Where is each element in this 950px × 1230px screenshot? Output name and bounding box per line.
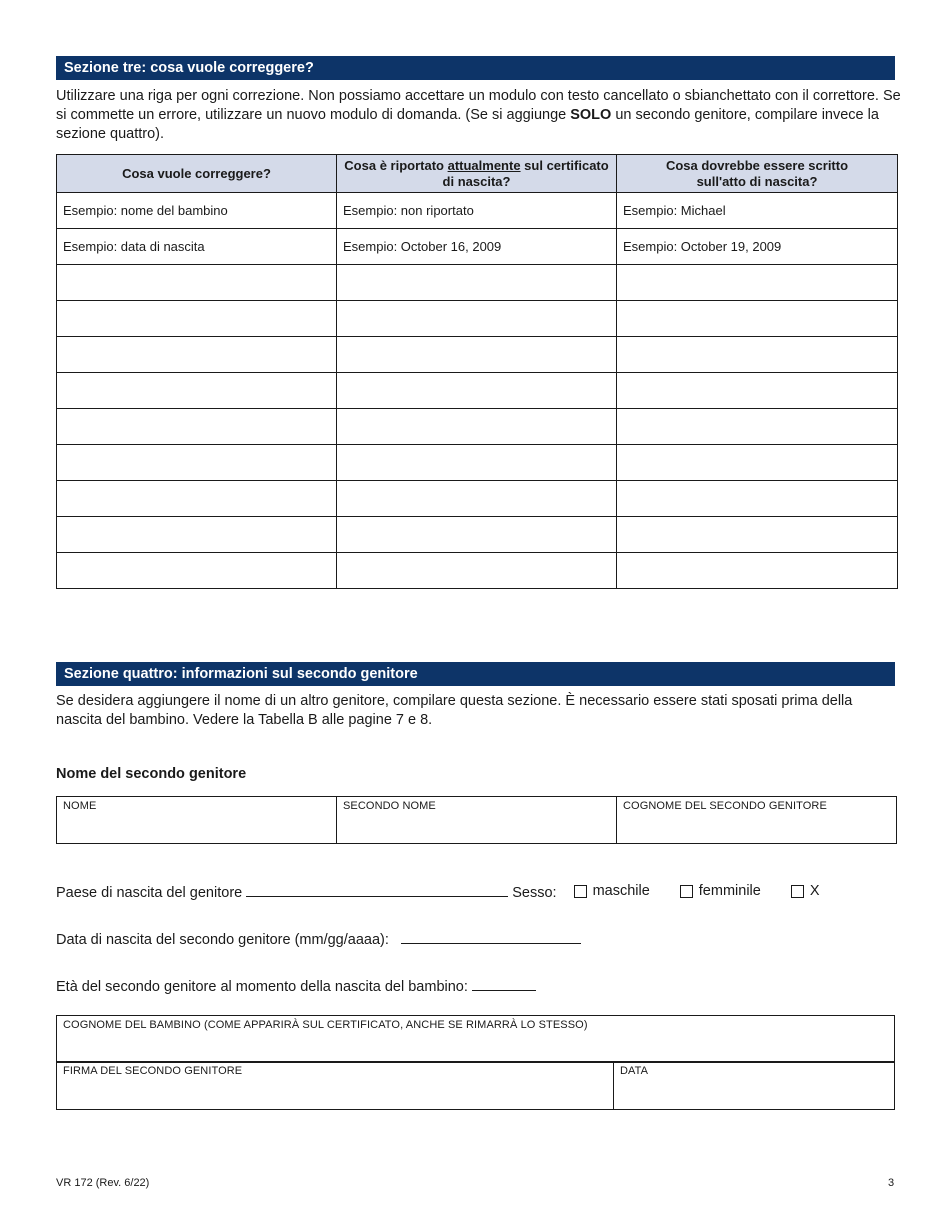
table-cell: Esempio: October 16, 2009 — [337, 229, 617, 265]
instructions-text-cont: un secondo genitore, compilare invece la sezione quattro). — [56, 107, 879, 142]
checkbox-icon[interactable] — [574, 885, 587, 898]
table-row — [57, 265, 898, 301]
table-cell[interactable] — [617, 301, 898, 337]
table-cell[interactable] — [337, 481, 617, 517]
header-current-value: Cosa è riportato attualmente sul certificato di nascita? — [337, 155, 617, 193]
table-cell[interactable] — [617, 409, 898, 445]
middle-name-label: SECONDO NOME — [343, 800, 436, 812]
date-label: DATA — [620, 1065, 649, 1077]
table-cell[interactable] — [57, 481, 337, 517]
table-cell: Esempio: Michael — [617, 193, 898, 229]
table-cell[interactable] — [57, 301, 337, 337]
dob-row — [56, 929, 585, 948]
checkbox-icon[interactable] — [791, 885, 804, 898]
table-cell[interactable] — [617, 481, 898, 517]
table-cell[interactable] — [617, 373, 898, 409]
table-cell[interactable] — [337, 409, 617, 445]
age-row — [56, 976, 540, 995]
second-parent-name-fields — [56, 796, 897, 844]
table-cell[interactable] — [57, 445, 337, 481]
section-three-title: Sezione tre: cosa vuole correggere? — [64, 60, 314, 76]
date-field[interactable] — [614, 1062, 894, 1109]
table-cell[interactable] — [337, 517, 617, 553]
table-row — [57, 445, 898, 481]
age-input[interactable] — [472, 976, 536, 991]
instructions-text: Utilizzare una riga per ogni correzione. Non possiamo accettare un modulo con testo cancellato o sbianchettato con il correttore. Se si commette un errore, utilizzare un nuovo modulo di domanda. (Se si aggiunge — [56, 88, 901, 123]
table-cell[interactable] — [57, 337, 337, 373]
child-surname-box[interactable] — [56, 1015, 895, 1063]
first-name-field[interactable] — [57, 797, 337, 843]
dob-label: Data di nascita del secondo genitore (mm/gg/aaaa): — [56, 932, 389, 948]
table-row — [57, 301, 898, 337]
header-correct-value: Cosa dovrebbe essere scritto sull'atto di nascita? — [617, 155, 898, 193]
table-cell[interactable] — [617, 553, 898, 589]
birth-country-input[interactable] — [246, 882, 508, 897]
table-cell[interactable] — [337, 301, 617, 337]
section-four-header — [56, 662, 895, 686]
table-row — [57, 373, 898, 409]
last-name-field[interactable] — [617, 797, 896, 843]
signature-date-row — [56, 1061, 895, 1110]
birth-country-sex-row — [56, 882, 820, 901]
page-number: 3 — [888, 1177, 895, 1189]
section-three-instructions — [56, 87, 901, 144]
table-cell[interactable] — [617, 337, 898, 373]
table-row — [57, 229, 898, 265]
table-cell[interactable] — [57, 517, 337, 553]
table-row — [57, 553, 898, 589]
table-cell[interactable] — [57, 265, 337, 301]
last-name-label: COGNOME DEL SECONDO GENITORE — [623, 800, 827, 812]
table-header-row — [57, 155, 898, 193]
table-cell[interactable] — [337, 553, 617, 589]
sex-option-female[interactable]: femminile — [680, 883, 761, 899]
sex-option-x[interactable]: X — [791, 883, 820, 899]
birth-country-label: Paese di nascita del genitore — [56, 885, 243, 901]
table-cell: Esempio: data di nascita — [57, 229, 337, 265]
table-cell[interactable] — [57, 373, 337, 409]
section-three-header — [56, 56, 895, 80]
signature-label: FIRMA DEL SECONDO GENITORE — [63, 1065, 243, 1077]
table-cell[interactable] — [617, 445, 898, 481]
first-name-label: NOME — [63, 800, 97, 812]
table-cell[interactable] — [337, 337, 617, 373]
table-row — [57, 337, 898, 373]
table-cell: Esempio: non riportato — [337, 193, 617, 229]
table-row — [57, 409, 898, 445]
table-cell: Esempio: nome del bambino — [57, 193, 337, 229]
table-cell[interactable] — [337, 445, 617, 481]
table-cell[interactable] — [617, 517, 898, 553]
table-row — [57, 517, 898, 553]
signature-field[interactable] — [57, 1062, 614, 1109]
checkbox-icon[interactable] — [680, 885, 693, 898]
table-cell[interactable] — [337, 265, 617, 301]
table-row — [57, 193, 898, 229]
dob-input[interactable] — [401, 929, 581, 944]
table-cell[interactable] — [337, 373, 617, 409]
section-four-title: Sezione quattro: informazioni sul secondo genitore — [64, 666, 418, 682]
child-surname-field[interactable] — [57, 1016, 894, 1062]
table-cell[interactable] — [617, 265, 898, 301]
instructions-emphasis: SOLO — [570, 107, 612, 123]
age-label: Età del secondo genitore al momento della nascita del bambino: — [56, 979, 468, 995]
form-id: VR 172 (Rev. 6/22) — [56, 1177, 150, 1189]
table-cell: Esempio: October 19, 2009 — [617, 229, 898, 265]
table-row — [57, 481, 898, 517]
section-four-instructions: Se desidera aggiungere il nome di un altro genitore, compilare questa sezione. È necessario essere stati sposati prima della nascita del bambino. Vedere la Tabella B alle pagine 7 e 8. — [56, 693, 853, 728]
middle-name-field[interactable] — [337, 797, 617, 843]
sex-option-male[interactable]: maschile — [574, 883, 650, 899]
sex-label: Sesso: — [512, 885, 557, 901]
table-cell[interactable] — [57, 553, 337, 589]
child-surname-label: COGNOME DEL BAMBINO (COME APPARIRÀ SUL CERTIFICATO, ANCHE SE RIMARRÀ LO STESSO) — [63, 1019, 588, 1031]
corrections-table — [56, 154, 898, 589]
second-parent-name-heading: Nome del secondo genitore — [56, 766, 247, 782]
table-cell[interactable] — [57, 409, 337, 445]
header-what-to-correct: Cosa vuole correggere? — [57, 155, 337, 193]
